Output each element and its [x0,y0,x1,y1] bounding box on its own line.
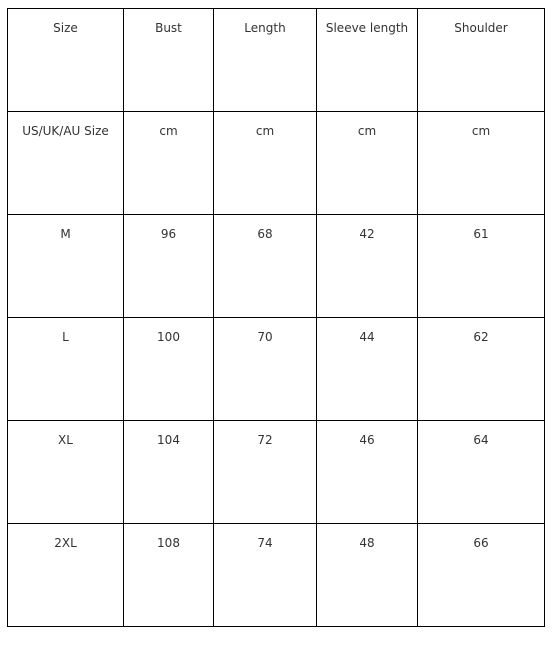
size-chart-table [7,8,545,627]
table-row [8,421,545,524]
table-cell: cm [317,112,418,215]
table-cell: 104 [124,421,214,524]
table-cell: cm [124,112,214,215]
header-size: Size [8,9,124,112]
table-cell: M [8,215,124,318]
table-cell: 62 [418,318,545,421]
table-cell: 66 [418,524,545,627]
table-cell: 42 [317,215,418,318]
table-cell: 108 [124,524,214,627]
table-row [8,215,545,318]
table-cell: 2XL [8,524,124,627]
table-cell: 70 [214,318,317,421]
table-cell: 48 [317,524,418,627]
table-cell: cm [418,112,545,215]
table-cell: 61 [418,215,545,318]
header-length: Length [214,9,317,112]
table-cell: cm [214,112,317,215]
table-cell: 44 [317,318,418,421]
table-cell: 100 [124,318,214,421]
header-bust: Bust [124,9,214,112]
table-cell: XL [8,421,124,524]
header-sleeve-length: Sleeve length [317,9,418,112]
header-row [8,9,545,112]
table-row [8,112,545,215]
table-cell: 96 [124,215,214,318]
table-cell: US/UK/AU Size [8,112,124,215]
table-cell: L [8,318,124,421]
table-cell: 64 [418,421,545,524]
table-cell: 68 [214,215,317,318]
table-row [8,318,545,421]
table-cell: 46 [317,421,418,524]
table-cell: 74 [214,524,317,627]
table-row [8,524,545,627]
table-cell: 72 [214,421,317,524]
header-shoulder: Shoulder [418,9,545,112]
